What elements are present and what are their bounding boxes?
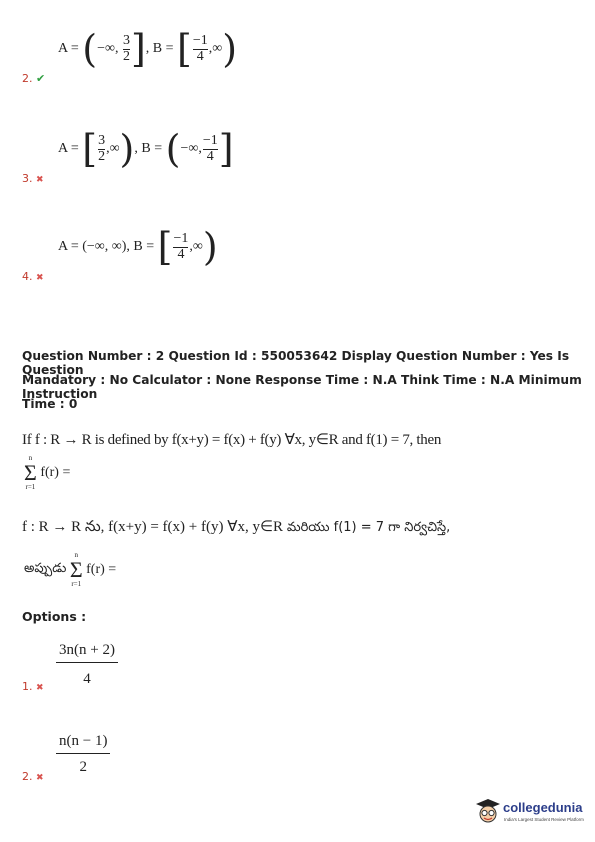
question-text-english: If f : R → R is defined by f(x+y) = f(x) + f(y) ∀x, y∈R and f(1) = 7, then	[22, 432, 442, 448]
sigma-symbol: n Σ r=1	[24, 454, 37, 491]
question-sum-english: n Σ r=1 f(r) =	[24, 454, 71, 491]
question-text-telugu: f : R → R ను, f(x+y) = f(x) + f(y) ∀x, y∈R మరియు f(1) = 7 గా నిర్వచిస్తే,	[22, 519, 451, 535]
sigma-symbol: n Σ r=1	[69, 551, 83, 588]
prev-option-4-label: 4. ✖	[22, 270, 44, 283]
option-1-answer[interactable]: $\frac{3n(n + 2)}{4}$	[56, 643, 118, 688]
wrong-cross-icon: ✖	[36, 773, 44, 783]
option-2-label: 2. ✖	[22, 770, 44, 783]
graduate-mascot-icon	[474, 796, 502, 826]
correct-check-icon: ✔	[36, 72, 46, 85]
prev-option-4-math: A = (−∞, ∞), B = [ $\frac{-1}{4}$ ,∞)	[58, 225, 218, 269]
option-1-label: 1. ✖	[22, 680, 44, 693]
options-heading: Options :	[22, 609, 87, 624]
question-meta-line-3: Time : 0	[22, 397, 78, 411]
wrong-cross-icon: ✖	[36, 683, 44, 693]
option-2-answer[interactable]: $\frac{n(n - 1)}{2}$	[56, 734, 110, 776]
prev-option-2-math: A = (−∞, $\frac{3}{2}$ ], B = [ $\frac{-1}{4}$ ,∞)	[58, 27, 238, 71]
wrong-cross-icon: ✖	[36, 175, 44, 185]
prev-option-2-label: 2. ✔	[22, 72, 46, 85]
wrong-cross-icon: ✖	[36, 273, 44, 283]
question-sum-telugu: అప్పుడు n Σ r=1 f(r) =	[24, 551, 117, 588]
collegedunia-logo	[474, 796, 590, 830]
logo-tagline: India's Largest Student Review Platform	[504, 817, 584, 822]
prev-option-3-label: 3. ✖	[22, 172, 44, 185]
question-meta-line-1: Question Number : 2 Question Id : 550053642 Display Question Number : Yes Is Question	[22, 349, 570, 377]
prev-option-3-math: A = [ $\frac{3}{2}$ ,∞), B = (−∞, $\frac{-1}{4}$ ]	[58, 127, 234, 171]
question-meta-line-2: Mandatory : No Calculator : None Response Time : N.A Think Time : N.A Minimum Instruction	[22, 373, 582, 401]
logo-wordmark: collegedunia	[503, 800, 583, 815]
